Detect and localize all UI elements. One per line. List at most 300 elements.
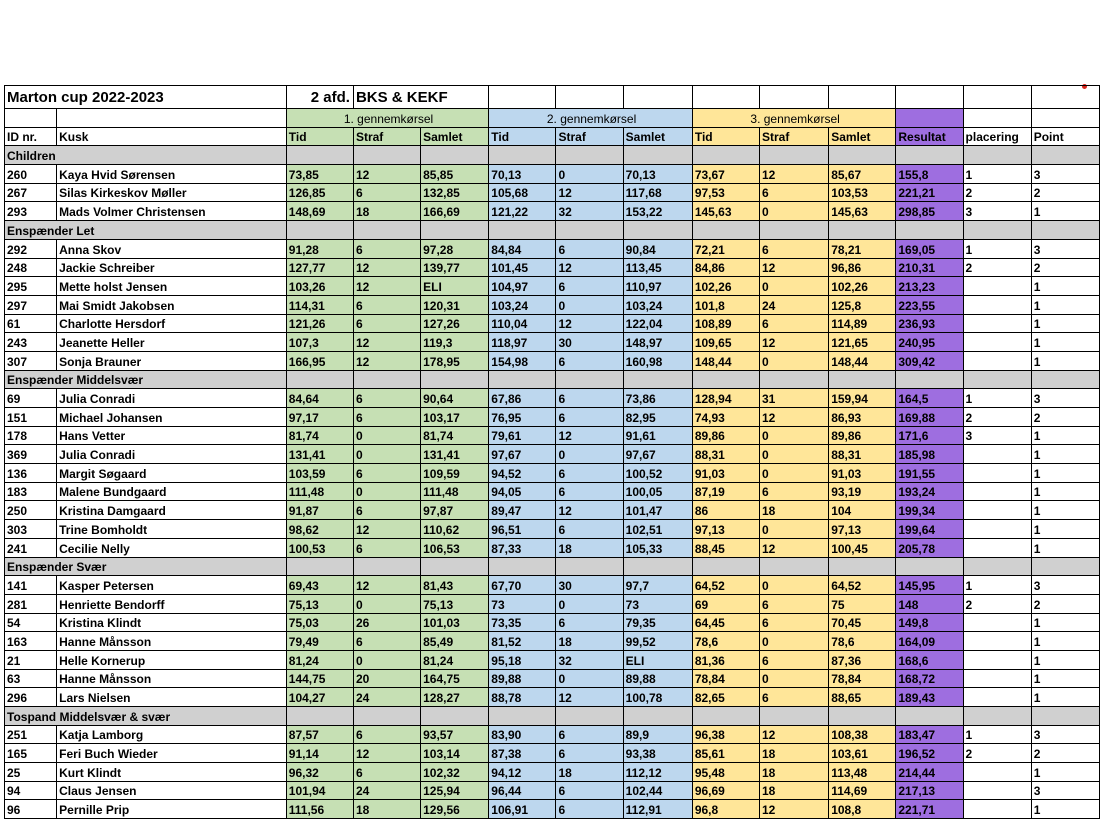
cell-point: 1 (1031, 520, 1099, 539)
category-name: Enspænder Let (5, 221, 287, 240)
cell-tid-1: 69,43 (286, 576, 353, 595)
cell-samlet-2: 101,47 (623, 501, 692, 520)
cell-resultat: 189,43 (896, 688, 963, 707)
cell-resultat: 168,72 (896, 669, 963, 688)
cell-id: 293 (5, 202, 57, 221)
cell-straf-2: 6 (556, 482, 623, 501)
cell-straf-3: 6 (760, 183, 829, 202)
cell-id: 292 (5, 239, 57, 258)
cell-samlet-3: 100,45 (829, 538, 896, 557)
cell-id: 69 (5, 389, 57, 408)
cell-straf-1: 18 (353, 800, 420, 819)
cell-samlet-2: 97,7 (623, 576, 692, 595)
cell-kusk: Malene Bundgaard (57, 482, 287, 501)
cell-straf-3: 24 (760, 295, 829, 314)
table-row (5, 389, 1100, 408)
cell-point: 1 (1031, 538, 1099, 557)
cell-straf-1: 0 (353, 594, 420, 613)
table-row (5, 202, 1100, 221)
table-row (5, 501, 1100, 520)
title-row (5, 86, 1100, 109)
cell-point: 3 (1031, 725, 1099, 744)
cell-samlet-2: 100,05 (623, 482, 692, 501)
cell-straf-1: 6 (353, 538, 420, 557)
cell-samlet-3: 85,67 (829, 165, 896, 184)
cell-placering (963, 333, 1031, 352)
cell-samlet-2: 82,95 (623, 408, 692, 427)
cell-samlet-1: 109,59 (421, 464, 489, 483)
cell-point: 1 (1031, 650, 1099, 669)
header-tid-1: Tid (286, 127, 353, 146)
cell-placering: 2 (963, 744, 1031, 763)
cell-tid-3: 78,6 (692, 632, 759, 651)
header-placering: placering (963, 127, 1031, 146)
cell-resultat: 196,52 (896, 744, 963, 763)
header-tid-2: Tid (489, 127, 556, 146)
cell-straf-1: 6 (353, 632, 420, 651)
category-name: Enspænder Middelsvær (5, 370, 287, 389)
cell-id: 178 (5, 426, 57, 445)
cell-straf-1: 12 (353, 165, 420, 184)
cell-straf-3: 6 (760, 482, 829, 501)
cell-tid-3: 95,48 (692, 763, 759, 782)
cell-samlet-3: 97,13 (829, 520, 896, 539)
cell-kusk: Mai Smidt Jakobsen (57, 295, 287, 314)
cell-resultat: 183,47 (896, 725, 963, 744)
cell-tid-3: 91,03 (692, 464, 759, 483)
cell-point: 1 (1031, 763, 1099, 782)
cell-tid-3: 102,26 (692, 277, 759, 296)
column-header-row (5, 127, 1100, 146)
cell-samlet-1: 75,13 (421, 594, 489, 613)
cell-resultat: 149,8 (896, 613, 963, 632)
cell-point: 3 (1031, 239, 1099, 258)
cell-straf-3: 0 (760, 669, 829, 688)
cell-tid-3: 81,36 (692, 650, 759, 669)
cell-straf-2: 32 (556, 202, 623, 221)
cell-samlet-2: 100,52 (623, 464, 692, 483)
cell-id: 248 (5, 258, 57, 277)
header-tid-3: Tid (692, 127, 759, 146)
cell-placering: 1 (963, 239, 1031, 258)
cell-kusk: Henriette Bendorff (57, 594, 287, 613)
cell-tid-3: 72,21 (692, 239, 759, 258)
cell-straf-1: 12 (353, 520, 420, 539)
cell-samlet-3: 75 (829, 594, 896, 613)
cell-tid-3: 74,93 (692, 408, 759, 427)
cell-tid-1: 75,03 (286, 613, 353, 632)
cell-samlet-1: 139,77 (421, 258, 489, 277)
cell-samlet-2: 160,98 (623, 351, 692, 370)
cell-resultat: 185,98 (896, 445, 963, 464)
cell-id: 241 (5, 538, 57, 557)
table-row (5, 351, 1100, 370)
cell-straf-2: 12 (556, 688, 623, 707)
cell-straf-2: 0 (556, 594, 623, 613)
cell-samlet-2: 89,88 (623, 669, 692, 688)
table-row (5, 520, 1100, 539)
cell-point: 1 (1031, 445, 1099, 464)
cell-placering (963, 314, 1031, 333)
cell-tid-1: 107,3 (286, 333, 353, 352)
cell-samlet-1: 164,75 (421, 669, 489, 688)
cell-tid-3: 108,89 (692, 314, 759, 333)
cell-tid-3: 86 (692, 501, 759, 520)
cell-tid-2: 96,44 (489, 781, 556, 800)
cell-straf-1: 0 (353, 445, 420, 464)
cell-id: 303 (5, 520, 57, 539)
cell-kusk: Hanne Månsson (57, 632, 287, 651)
cell-straf-2: 12 (556, 426, 623, 445)
cell-tid-2: 81,52 (489, 632, 556, 651)
cell-kusk: Kristina Damgaard (57, 501, 287, 520)
clubs-label: BKS & KEKF (353, 86, 488, 109)
cell-tid-3: 96,38 (692, 725, 759, 744)
cell-placering: 2 (963, 408, 1031, 427)
cell-resultat: 171,6 (896, 426, 963, 445)
table-row (5, 763, 1100, 782)
cell-kusk: Feri Buch Wieder (57, 744, 287, 763)
cell-resultat: 199,34 (896, 501, 963, 520)
cell-straf-3: 12 (760, 408, 829, 427)
cell-straf-1: 6 (353, 464, 420, 483)
cell-id: 151 (5, 408, 57, 427)
table-row (5, 744, 1100, 763)
cell-samlet-3: 103,53 (829, 183, 896, 202)
cell-samlet-2: 100,78 (623, 688, 692, 707)
table-row (5, 426, 1100, 445)
cell-placering (963, 277, 1031, 296)
cell-tid-3: 109,65 (692, 333, 759, 352)
table-row (5, 650, 1100, 669)
cell-id: 63 (5, 669, 57, 688)
cell-kusk: Kristina Klindt (57, 613, 287, 632)
cell-straf-3: 18 (760, 501, 829, 520)
afdeling-label: 2 afd. (286, 86, 353, 109)
cell-kusk: Julia Conradi (57, 389, 287, 408)
cell-tid-1: 84,64 (286, 389, 353, 408)
cell-tid-1: 166,95 (286, 351, 353, 370)
results-table (4, 85, 1100, 819)
cell-straf-2: 6 (556, 725, 623, 744)
cell-tid-3: 89,86 (692, 426, 759, 445)
cell-straf-1: 12 (353, 333, 420, 352)
cell-straf-2: 6 (556, 781, 623, 800)
cell-samlet-1: 166,69 (421, 202, 489, 221)
cell-straf-2: 6 (556, 800, 623, 819)
cell-samlet-2: 79,35 (623, 613, 692, 632)
cell-samlet-1: 85,49 (421, 632, 489, 651)
cell-straf-3: 12 (760, 165, 829, 184)
cell-straf-2: 12 (556, 183, 623, 202)
cell-tid-2: 73,35 (489, 613, 556, 632)
cell-point: 1 (1031, 277, 1099, 296)
cell-id: 297 (5, 295, 57, 314)
cell-samlet-1: 81,24 (421, 650, 489, 669)
cell-tid-3: 96,69 (692, 781, 759, 800)
cell-samlet-3: 93,19 (829, 482, 896, 501)
header-resultat: Resultat (896, 127, 963, 146)
header-samlet-2: Samlet (623, 127, 692, 146)
cell-tid-3: 97,53 (692, 183, 759, 202)
cell-straf-2: 0 (556, 669, 623, 688)
cell-samlet-2: 112,12 (623, 763, 692, 782)
cell-placering (963, 520, 1031, 539)
cell-samlet-1: 97,87 (421, 501, 489, 520)
cell-tid-3: 87,19 (692, 482, 759, 501)
table-row (5, 295, 1100, 314)
cell-resultat: 191,55 (896, 464, 963, 483)
cell-samlet-1: 81,43 (421, 576, 489, 595)
category-name: Enspænder Svær (5, 557, 287, 576)
cell-samlet-1: 97,28 (421, 239, 489, 258)
cell-tid-3: 145,63 (692, 202, 759, 221)
cell-tid-1: 81,24 (286, 650, 353, 669)
cell-kusk: Anna Skov (57, 239, 287, 258)
cell-straf-2: 6 (556, 408, 623, 427)
cell-tid-2: 110,04 (489, 314, 556, 333)
cell-resultat: 214,44 (896, 763, 963, 782)
cell-straf-3: 12 (760, 800, 829, 819)
table-row (5, 576, 1100, 595)
cell-tid-2: 89,47 (489, 501, 556, 520)
cell-samlet-1: 110,62 (421, 520, 489, 539)
cell-samlet-3: 89,86 (829, 426, 896, 445)
cell-placering (963, 295, 1031, 314)
cell-resultat: 155,8 (896, 165, 963, 184)
cell-id: 183 (5, 482, 57, 501)
cell-kusk: Claus Jensen (57, 781, 287, 800)
cell-resultat: 217,13 (896, 781, 963, 800)
cell-samlet-3: 148,44 (829, 351, 896, 370)
cell-straf-2: 12 (556, 501, 623, 520)
cell-resultat: 169,88 (896, 408, 963, 427)
cell-point: 1 (1031, 333, 1099, 352)
cell-tid-3: 88,45 (692, 538, 759, 557)
cell-kusk: Kurt Klindt (57, 763, 287, 782)
cell-tid-2: 96,51 (489, 520, 556, 539)
cell-tid-3: 85,61 (692, 744, 759, 763)
cell-straf-3: 6 (760, 650, 829, 669)
cell-samlet-2: 105,33 (623, 538, 692, 557)
cell-samlet-1: 120,31 (421, 295, 489, 314)
cell-point: 1 (1031, 351, 1099, 370)
table-row (5, 165, 1100, 184)
category-row (5, 707, 1100, 726)
category-name: Children (5, 146, 287, 165)
cell-samlet-1: 132,85 (421, 183, 489, 202)
cell-straf-3: 31 (760, 389, 829, 408)
cell-id: 94 (5, 781, 57, 800)
cell-resultat: 169,05 (896, 239, 963, 258)
cell-resultat: 236,93 (896, 314, 963, 333)
cell-straf-2: 6 (556, 520, 623, 539)
cell-straf-3: 0 (760, 520, 829, 539)
cell-placering (963, 464, 1031, 483)
cell-tid-1: 79,49 (286, 632, 353, 651)
cell-kusk: Charlotte Hersdorf (57, 314, 287, 333)
table-row (5, 258, 1100, 277)
cell-point: 2 (1031, 258, 1099, 277)
cell-straf-1: 6 (353, 239, 420, 258)
cell-samlet-1: 102,32 (421, 763, 489, 782)
cell-resultat: 210,31 (896, 258, 963, 277)
cell-samlet-3: 91,03 (829, 464, 896, 483)
cell-id: 141 (5, 576, 57, 595)
cell-samlet-1: 81,74 (421, 426, 489, 445)
run-2-header: 2. gennemkørsel (489, 109, 693, 128)
cell-tid-3: 69 (692, 594, 759, 613)
cell-id: 251 (5, 725, 57, 744)
cell-tid-3: 84,86 (692, 258, 759, 277)
table-row (5, 445, 1100, 464)
cell-samlet-2: 102,51 (623, 520, 692, 539)
cell-placering (963, 763, 1031, 782)
cell-placering: 3 (963, 426, 1031, 445)
cell-straf-3: 12 (760, 725, 829, 744)
cell-straf-3: 18 (760, 781, 829, 800)
cell-straf-1: 12 (353, 277, 420, 296)
category-row (5, 370, 1100, 389)
cell-straf-3: 12 (760, 538, 829, 557)
cell-samlet-2: 112,91 (623, 800, 692, 819)
cell-straf-3: 0 (760, 351, 829, 370)
cell-samlet-2: 93,38 (623, 744, 692, 763)
cell-id: 296 (5, 688, 57, 707)
cell-point: 3 (1031, 165, 1099, 184)
table-row (5, 277, 1100, 296)
cell-straf-3: 0 (760, 426, 829, 445)
cell-tid-1: 73,85 (286, 165, 353, 184)
cell-straf-2: 6 (556, 464, 623, 483)
cell-point: 1 (1031, 314, 1099, 333)
cell-tid-1: 127,77 (286, 258, 353, 277)
cell-straf-2: 6 (556, 613, 623, 632)
cell-samlet-2: ELI (623, 650, 692, 669)
cell-samlet-3: 159,94 (829, 389, 896, 408)
cell-tid-2: 121,22 (489, 202, 556, 221)
cell-tid-1: 100,53 (286, 538, 353, 557)
table-row (5, 725, 1100, 744)
cell-samlet-3: 103,61 (829, 744, 896, 763)
header-samlet-3: Samlet (829, 127, 896, 146)
cell-straf-1: 26 (353, 613, 420, 632)
cell-id: 243 (5, 333, 57, 352)
cell-placering (963, 669, 1031, 688)
cell-placering (963, 538, 1031, 557)
cell-tid-2: 76,95 (489, 408, 556, 427)
cell-samlet-3: 78,84 (829, 669, 896, 688)
cell-tid-3: 73,67 (692, 165, 759, 184)
category-row (5, 146, 1100, 165)
cell-placering (963, 800, 1031, 819)
cell-tid-3: 64,45 (692, 613, 759, 632)
cell-straf-2: 18 (556, 632, 623, 651)
cell-samlet-3: 96,86 (829, 258, 896, 277)
cell-kusk: Pernille Prip (57, 800, 287, 819)
cell-placering: 2 (963, 183, 1031, 202)
cell-straf-1: 6 (353, 501, 420, 520)
cell-resultat: 199,64 (896, 520, 963, 539)
cell-straf-2: 0 (556, 165, 623, 184)
category-name: Tospand Middelsvær & svær (5, 707, 287, 726)
cell-tid-2: 70,13 (489, 165, 556, 184)
cell-straf-2: 12 (556, 258, 623, 277)
cell-tid-1: 96,32 (286, 763, 353, 782)
cell-straf-3: 12 (760, 258, 829, 277)
cell-resultat: 148 (896, 594, 963, 613)
cell-samlet-2: 97,67 (623, 445, 692, 464)
cell-resultat: 240,95 (896, 333, 963, 352)
cell-kusk: Michael Johansen (57, 408, 287, 427)
cell-placering (963, 482, 1031, 501)
cell-straf-3: 6 (760, 688, 829, 707)
cell-straf-3: 18 (760, 763, 829, 782)
cell-samlet-3: 108,8 (829, 800, 896, 819)
cell-samlet-1: 127,26 (421, 314, 489, 333)
cell-straf-2: 18 (556, 538, 623, 557)
cell-resultat: 298,85 (896, 202, 963, 221)
cell-point: 2 (1031, 594, 1099, 613)
cell-tid-1: 98,62 (286, 520, 353, 539)
cell-samlet-2: 73 (623, 594, 692, 613)
cell-tid-2: 97,67 (489, 445, 556, 464)
cell-resultat: 221,71 (896, 800, 963, 819)
cell-samlet-3: 78,6 (829, 632, 896, 651)
cell-id: 267 (5, 183, 57, 202)
cell-samlet-3: 121,65 (829, 333, 896, 352)
cell-straf-1: 20 (353, 669, 420, 688)
cell-tid-3: 78,84 (692, 669, 759, 688)
cell-tid-3: 101,8 (692, 295, 759, 314)
cell-kusk: Jeanette Heller (57, 333, 287, 352)
cell-samlet-2: 103,24 (623, 295, 692, 314)
cell-tid-2: 73 (489, 594, 556, 613)
cell-straf-1: 6 (353, 408, 420, 427)
cell-tid-1: 97,17 (286, 408, 353, 427)
cell-point: 1 (1031, 501, 1099, 520)
cell-straf-3: 0 (760, 632, 829, 651)
cell-samlet-1: 131,41 (421, 445, 489, 464)
header-id: ID nr. (5, 127, 57, 146)
cell-samlet-3: 104 (829, 501, 896, 520)
cell-samlet-3: 78,21 (829, 239, 896, 258)
cell-tid-2: 84,84 (489, 239, 556, 258)
cell-samlet-1: 93,57 (421, 725, 489, 744)
cell-straf-3: 6 (760, 613, 829, 632)
cell-samlet-2: 90,84 (623, 239, 692, 258)
table-row (5, 688, 1100, 707)
table-row (5, 613, 1100, 632)
cell-straf-1: 12 (353, 744, 420, 763)
cell-tid-1: 101,94 (286, 781, 353, 800)
cell-id: 369 (5, 445, 57, 464)
header-straf-1: Straf (353, 127, 420, 146)
cell-kusk: Lars Nielsen (57, 688, 287, 707)
cell-samlet-2: 110,97 (623, 277, 692, 296)
cell-tid-2: 67,70 (489, 576, 556, 595)
table-row (5, 464, 1100, 483)
table-row (5, 408, 1100, 427)
cell-tid-3: 64,52 (692, 576, 759, 595)
cell-straf-1: 12 (353, 258, 420, 277)
cell-kusk: Mette holst Jensen (57, 277, 287, 296)
cell-straf-3: 6 (760, 239, 829, 258)
cell-straf-3: 6 (760, 594, 829, 613)
cell-placering: 3 (963, 202, 1031, 221)
cell-samlet-2: 89,9 (623, 725, 692, 744)
cell-tid-1: 104,27 (286, 688, 353, 707)
